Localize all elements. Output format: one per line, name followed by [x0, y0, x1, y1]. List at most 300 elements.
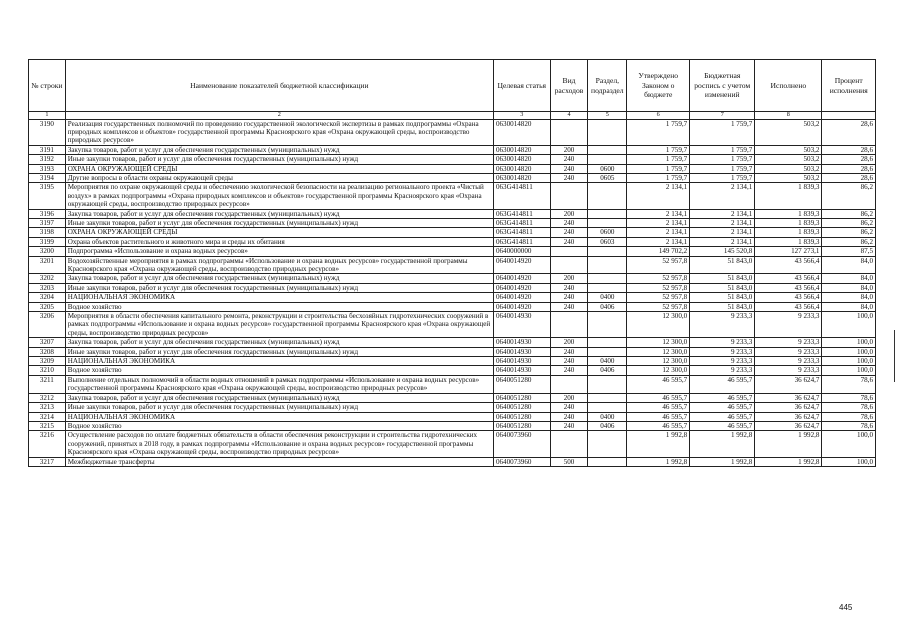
row-target-article: 0630014820 — [493, 173, 550, 182]
row-section — [588, 256, 627, 274]
row-executed: 1 839,3 — [755, 218, 822, 227]
row-percent: 86,2 — [822, 209, 876, 218]
row-approved: 46 595,7 — [627, 375, 690, 393]
row-executed: 9 233,3 — [755, 357, 822, 366]
row-name: Иные закупки товаров, работ и услуг для обеспечения государственных (муниципальных) нужд — [65, 403, 493, 412]
row-expense-type: 240 — [550, 293, 588, 302]
row-approved: 1 992,8 — [627, 457, 690, 466]
row-expense-type: 240 — [550, 218, 588, 227]
row-target-article: 063G414811 — [493, 218, 550, 227]
row-expense-type: 240 — [550, 155, 588, 164]
row-percent: 100,0 — [822, 431, 876, 457]
table-row — [29, 431, 876, 457]
row-section: 0603 — [588, 237, 627, 246]
table-row — [29, 283, 876, 292]
row-expense-type — [550, 375, 588, 393]
row-percent: 84,0 — [822, 256, 876, 274]
table-row — [29, 403, 876, 412]
row-budget-schedule: 51 843,0 — [690, 274, 755, 283]
row-name: Иные закупки товаров, работ и услуг для обеспечения государственных (муниципальных) нужд — [65, 283, 493, 292]
table-row — [29, 119, 876, 145]
row-name: Осуществление расходов по оплате бюджетных обязательств в области обеспечения реконструкции и строительства гидротехнических сооружений, принятых в 2018 году, в рамках подпрограммы «Использование и охрана водных ресурсов» государственной программы Красноярского края «Охрана окружающей среды, воспроизводство природных ресурсов» — [65, 431, 493, 457]
row-approved: 1 759,7 — [627, 145, 690, 154]
row-name: Мероприятия в области обеспечения капитального ремонта, реконструкции и строительства бесхозяйных гидротехнических сооружений в рамках подпрограммы «Использование и охрана водных ресурсов» государственной программы Красноярского края «Охрана окружающей среды, воспроизводство природных ресурсов» — [65, 312, 493, 338]
row-approved: 12 300,0 — [627, 347, 690, 356]
row-approved: 149 702,2 — [627, 247, 690, 256]
row-approved: 12 300,0 — [627, 366, 690, 375]
row-executed: 127 273,1 — [755, 247, 822, 256]
row-name: Другие вопросы в области охраны окружающей среды — [65, 173, 493, 182]
row-approved: 12 300,0 — [627, 312, 690, 338]
row-executed: 503,2 — [755, 173, 822, 182]
row-section — [588, 347, 627, 356]
header-budget-schedule: Бюджетная роспись с учетом изменений — [690, 60, 755, 112]
row-name: Водное хозяйство — [65, 366, 493, 375]
row-percent: 100,0 — [822, 457, 876, 466]
row-target-article: 0640014920 — [493, 293, 550, 302]
column-number: 2 — [65, 112, 493, 120]
row-target-article: 0640014930 — [493, 347, 550, 356]
row-executed: 43 566,4 — [755, 274, 822, 283]
row-approved: 52 957,8 — [627, 256, 690, 274]
row-section — [588, 155, 627, 164]
table-row — [29, 173, 876, 182]
row-approved: 1 992,8 — [627, 431, 690, 457]
header-name: Наименование показателей бюджетной классификации — [65, 60, 493, 112]
table-row — [29, 209, 876, 218]
row-percent: 28,6 — [822, 155, 876, 164]
row-target-article: 0630014820 — [493, 145, 550, 154]
row-section — [588, 338, 627, 347]
table-row — [29, 218, 876, 227]
row-section — [588, 119, 627, 145]
row-name: Подпрограмма «Использование и охрана водных ресурсов» — [65, 247, 493, 256]
column-number: 6 — [627, 112, 690, 120]
row-budget-schedule: 9 233,3 — [690, 347, 755, 356]
table-row — [29, 457, 876, 466]
row-percent: 78,6 — [822, 421, 876, 430]
row-target-article: 0640014920 — [493, 302, 550, 311]
header-section: Раздел, подраздел — [588, 60, 627, 112]
row-budget-schedule: 9 233,3 — [690, 357, 755, 366]
row-expense-type: 240 — [550, 283, 588, 292]
table-row — [29, 256, 876, 274]
header-approved: Утверждено Законом о бюджете — [627, 60, 690, 112]
row-percent: 28,6 — [822, 164, 876, 173]
row-name: Иные закупки товаров, работ и услуг для обеспечения государственных (муниципальных) нужд — [65, 155, 493, 164]
row-executed: 9 233,3 — [755, 312, 822, 338]
table-row — [29, 366, 876, 375]
row-expense-type — [550, 247, 588, 256]
row-approved: 46 595,7 — [627, 393, 690, 402]
row-expense-type: 240 — [550, 357, 588, 366]
page-number: 445 — [839, 603, 853, 612]
row-target-article: 063G414811 — [493, 209, 550, 218]
row-approved: 1 759,7 — [627, 173, 690, 182]
row-target-article: 0640073960 — [493, 457, 550, 466]
table-row — [29, 247, 876, 256]
row-number: 3200 — [29, 247, 66, 256]
row-target-article: 0640051280 — [493, 421, 550, 430]
row-number: 3203 — [29, 283, 66, 292]
row-target-article: 0640014920 — [493, 283, 550, 292]
row-expense-type: 240 — [550, 347, 588, 356]
column-number — [822, 112, 876, 120]
row-approved: 1 759,7 — [627, 155, 690, 164]
row-budget-schedule: 9 233,3 — [690, 338, 755, 347]
row-executed: 43 566,4 — [755, 293, 822, 302]
row-number: 3211 — [29, 375, 66, 393]
row-number: 3206 — [29, 312, 66, 338]
row-executed: 36 624,7 — [755, 412, 822, 421]
row-section — [588, 145, 627, 154]
column-number: 4 — [550, 112, 588, 120]
row-expense-type: 240 — [550, 164, 588, 173]
row-number: 3214 — [29, 412, 66, 421]
row-approved: 52 957,8 — [627, 274, 690, 283]
row-percent: 86,2 — [822, 218, 876, 227]
row-name: Реализация государственных полномочий по проведению государственной экологической экспертизы в рамках подпрограммы «Охрана природных комплексов и объектов» государственной программы Красноярского края «Охрана окружающей среды, воспроизводство природных ресурсов» — [65, 119, 493, 145]
row-budget-schedule: 1 759,7 — [690, 155, 755, 164]
column-number: 7 — [690, 112, 755, 120]
row-percent: 100,0 — [822, 347, 876, 356]
budget-table — [28, 59, 876, 467]
row-executed: 1 839,3 — [755, 237, 822, 246]
row-executed: 9 233,3 — [755, 347, 822, 356]
table-row — [29, 375, 876, 393]
row-section — [588, 183, 627, 209]
row-section — [588, 457, 627, 466]
table-row — [29, 312, 876, 338]
row-name: Выполнение отдельных полномочий в области водных отношений в рамках подпрограммы «Использование и охрана водных ресурсов» государственной программы Красноярского края «Охрана окружающей среды, воспроизводство природных ресурсов» — [65, 375, 493, 393]
row-number: 3199 — [29, 237, 66, 246]
row-target-article: 0640051280 — [493, 393, 550, 402]
row-budget-schedule: 46 595,7 — [690, 375, 755, 393]
row-number: 3191 — [29, 145, 66, 154]
row-approved: 2 134,1 — [627, 228, 690, 237]
row-percent: 100,0 — [822, 366, 876, 375]
row-number: 3198 — [29, 228, 66, 237]
row-section: 0406 — [588, 421, 627, 430]
row-number: 3195 — [29, 183, 66, 209]
row-percent: 84,0 — [822, 293, 876, 302]
row-expense-type — [550, 431, 588, 457]
header-percent: Процент исполнения — [822, 60, 876, 112]
row-number: 3216 — [29, 431, 66, 457]
row-number: 3193 — [29, 164, 66, 173]
row-budget-schedule: 1 992,8 — [690, 431, 755, 457]
row-number: 3197 — [29, 218, 66, 227]
header-target-article: Целевая статья — [493, 60, 550, 112]
column-number: 8 — [755, 112, 822, 120]
table-row — [29, 164, 876, 173]
row-expense-type: 200 — [550, 209, 588, 218]
row-target-article: 0640000000 — [493, 247, 550, 256]
row-approved: 46 595,7 — [627, 412, 690, 421]
row-number: 3207 — [29, 338, 66, 347]
row-expense-type: 240 — [550, 237, 588, 246]
header-row-number: № строки — [29, 60, 66, 112]
row-expense-type — [550, 119, 588, 145]
row-section: 0600 — [588, 164, 627, 173]
table-row — [29, 228, 876, 237]
row-number: 3204 — [29, 293, 66, 302]
row-approved: 2 134,1 — [627, 209, 690, 218]
table-row — [29, 393, 876, 402]
row-expense-type: 500 — [550, 457, 588, 466]
row-budget-schedule: 2 134,1 — [690, 218, 755, 227]
row-name: Водное хозяйство — [65, 302, 493, 311]
row-number: 3210 — [29, 366, 66, 375]
row-budget-schedule: 1 759,7 — [690, 164, 755, 173]
row-percent: 84,0 — [822, 274, 876, 283]
row-target-article: 0640051280 — [493, 403, 550, 412]
table-row — [29, 357, 876, 366]
row-executed: 1 839,3 — [755, 209, 822, 218]
row-number: 3190 — [29, 119, 66, 145]
header-expense-type: Вид расходов — [550, 60, 588, 112]
row-expense-type — [550, 256, 588, 274]
row-section: 0406 — [588, 302, 627, 311]
row-section — [588, 393, 627, 402]
row-number: 3194 — [29, 173, 66, 182]
row-target-article: 063G414811 — [493, 228, 550, 237]
row-approved: 12 300,0 — [627, 357, 690, 366]
table-row — [29, 412, 876, 421]
row-approved: 1 759,7 — [627, 164, 690, 173]
row-percent: 28,6 — [822, 119, 876, 145]
row-percent: 86,2 — [822, 228, 876, 237]
row-executed: 43 566,4 — [755, 302, 822, 311]
row-expense-type: 240 — [550, 366, 588, 375]
row-name: Мероприятия по охране окружающей среды и обеспечению экологической безопасности на реализацию регионального проекта «Чистый воздух» в рамках подпрограммы «Охрана природных комплексов и объектов» государственной программы Красноярского края «Охрана окружающей среды, воспроизводство природных ресурсов» — [65, 183, 493, 209]
row-target-article: 0640051280 — [493, 412, 550, 421]
row-section — [588, 274, 627, 283]
row-budget-schedule: 1 759,7 — [690, 145, 755, 154]
row-target-article: 0640014920 — [493, 256, 550, 274]
row-section — [588, 403, 627, 412]
row-percent: 28,6 — [822, 145, 876, 154]
row-target-article: 0640014930 — [493, 312, 550, 338]
row-budget-schedule: 51 843,0 — [690, 293, 755, 302]
row-executed: 503,2 — [755, 155, 822, 164]
row-budget-schedule: 46 595,7 — [690, 393, 755, 402]
row-percent: 84,0 — [822, 283, 876, 292]
page-edge-mark — [894, 330, 895, 382]
row-percent: 84,0 — [822, 302, 876, 311]
row-target-article: 0630014820 — [493, 164, 550, 173]
row-approved: 12 300,0 — [627, 338, 690, 347]
row-expense-type: 200 — [550, 145, 588, 154]
row-number: 3212 — [29, 393, 66, 402]
row-section: 0406 — [588, 366, 627, 375]
row-target-article: 063G414811 — [493, 237, 550, 246]
row-percent: 86,2 — [822, 237, 876, 246]
row-expense-type: 240 — [550, 412, 588, 421]
row-budget-schedule: 51 843,0 — [690, 302, 755, 311]
row-executed: 1 992,8 — [755, 457, 822, 466]
table-row — [29, 347, 876, 356]
row-budget-schedule: 2 134,1 — [690, 237, 755, 246]
row-number: 3217 — [29, 457, 66, 466]
row-budget-schedule: 9 233,3 — [690, 312, 755, 338]
row-approved: 52 957,8 — [627, 283, 690, 292]
row-section: 0400 — [588, 357, 627, 366]
column-number: 1 — [29, 112, 66, 120]
row-name: НАЦИОНАЛЬНАЯ ЭКОНОМИКА — [65, 357, 493, 366]
row-executed: 43 566,4 — [755, 283, 822, 292]
row-budget-schedule: 145 520,8 — [690, 247, 755, 256]
row-expense-type: 240 — [550, 403, 588, 412]
row-approved: 52 957,8 — [627, 293, 690, 302]
row-budget-schedule: 46 595,7 — [690, 421, 755, 430]
row-name: Закупка товаров, работ и услуг для обеспечения государственных (муниципальных) нужд — [65, 145, 493, 154]
row-budget-schedule: 1 992,8 — [690, 457, 755, 466]
row-expense-type: 200 — [550, 393, 588, 402]
row-expense-type — [550, 183, 588, 209]
row-executed: 1 839,3 — [755, 228, 822, 237]
table-row — [29, 421, 876, 430]
row-number: 3205 — [29, 302, 66, 311]
table-row — [29, 145, 876, 154]
row-section: 0400 — [588, 412, 627, 421]
row-name: ОХРАНА ОКРУЖАЮЩЕЙ СРЕДЫ — [65, 228, 493, 237]
budget-report-sheet — [28, 59, 876, 467]
column-number: 3 — [493, 112, 550, 120]
row-target-article: 0640014930 — [493, 366, 550, 375]
row-approved: 46 595,7 — [627, 421, 690, 430]
row-executed: 36 624,7 — [755, 421, 822, 430]
row-section — [588, 431, 627, 457]
row-number: 3201 — [29, 256, 66, 274]
row-name: Закупка товаров, работ и услуг для обеспечения государственных (муниципальных) нужд — [65, 338, 493, 347]
row-number: 3192 — [29, 155, 66, 164]
row-approved: 2 134,1 — [627, 183, 690, 209]
row-number: 3215 — [29, 421, 66, 430]
column-number: 5 — [588, 112, 627, 120]
row-approved: 46 595,7 — [627, 403, 690, 412]
row-executed: 503,2 — [755, 145, 822, 154]
row-section — [588, 209, 627, 218]
row-executed: 9 233,3 — [755, 338, 822, 347]
row-name: НАЦИОНАЛЬНАЯ ЭКОНОМИКА — [65, 293, 493, 302]
row-executed: 1 992,8 — [755, 431, 822, 457]
row-section — [588, 218, 627, 227]
row-name: Межбюджетные трансферты — [65, 457, 493, 466]
row-percent: 100,0 — [822, 357, 876, 366]
row-name: Водное хозяйство — [65, 421, 493, 430]
row-executed: 36 624,7 — [755, 375, 822, 393]
row-name: Закупка товаров, работ и услуг для обеспечения государственных (муниципальных) нужд — [65, 209, 493, 218]
row-budget-schedule: 2 134,1 — [690, 228, 755, 237]
row-expense-type: 240 — [550, 228, 588, 237]
row-section: 0600 — [588, 228, 627, 237]
row-expense-type: 200 — [550, 274, 588, 283]
row-target-article: 0640014920 — [493, 274, 550, 283]
row-target-article: 0640051280 — [493, 375, 550, 393]
row-expense-type: 240 — [550, 421, 588, 430]
row-executed: 36 624,7 — [755, 403, 822, 412]
row-executed: 1 839,3 — [755, 183, 822, 209]
row-number: 3213 — [29, 403, 66, 412]
table-row — [29, 274, 876, 283]
row-target-article: 0640073960 — [493, 431, 550, 457]
row-percent: 87,5 — [822, 247, 876, 256]
row-name: Охрана объектов растительного и животного мира и среды их обитания — [65, 237, 493, 246]
row-budget-schedule: 2 134,1 — [690, 183, 755, 209]
table-row — [29, 155, 876, 164]
row-budget-schedule: 46 595,7 — [690, 403, 755, 412]
row-percent: 78,6 — [822, 375, 876, 393]
table-row — [29, 302, 876, 311]
row-name: Водохозяйственные мероприятия в рамках подпрограммы «Использование и охрана водных ресурсов» государственной программы Красноярского края «Охрана окружающей среды, воспроизводство природных ресурсов» — [65, 256, 493, 274]
row-expense-type — [550, 312, 588, 338]
row-executed: 503,2 — [755, 119, 822, 145]
row-target-article: 0640014930 — [493, 338, 550, 347]
row-budget-schedule: 46 595,7 — [690, 412, 755, 421]
row-percent: 100,0 — [822, 338, 876, 347]
header-executed: Исполнено — [755, 60, 822, 112]
row-approved: 1 759,7 — [627, 119, 690, 145]
row-percent: 86,2 — [822, 183, 876, 209]
row-percent: 78,6 — [822, 412, 876, 421]
row-name: Закупка товаров, работ и услуг для обеспечения государственных (муниципальных) нужд — [65, 393, 493, 402]
row-budget-schedule: 1 759,7 — [690, 119, 755, 145]
table-row — [29, 338, 876, 347]
row-number: 3202 — [29, 274, 66, 283]
row-percent: 100,0 — [822, 312, 876, 338]
row-section — [588, 375, 627, 393]
table-row — [29, 237, 876, 246]
row-budget-schedule: 1 759,7 — [690, 173, 755, 182]
row-expense-type: 200 — [550, 338, 588, 347]
row-budget-schedule: 9 233,3 — [690, 366, 755, 375]
row-budget-schedule: 51 843,0 — [690, 283, 755, 292]
row-name: ОХРАНА ОКРУЖАЮЩЕЙ СРЕДЫ — [65, 164, 493, 173]
row-section — [588, 283, 627, 292]
row-name: НАЦИОНАЛЬНАЯ ЭКОНОМИКА — [65, 412, 493, 421]
row-executed: 43 566,4 — [755, 256, 822, 274]
row-approved: 2 134,1 — [627, 237, 690, 246]
row-expense-type: 240 — [550, 173, 588, 182]
row-section: 0400 — [588, 293, 627, 302]
row-approved: 52 957,8 — [627, 302, 690, 311]
row-section — [588, 247, 627, 256]
row-executed: 503,2 — [755, 164, 822, 173]
row-name: Закупка товаров, работ и услуг для обеспечения государственных (муниципальных) нужд — [65, 274, 493, 283]
row-section — [588, 312, 627, 338]
row-number: 3196 — [29, 209, 66, 218]
row-target-article: 0630014820 — [493, 155, 550, 164]
row-executed: 9 233,3 — [755, 366, 822, 375]
table-body — [29, 119, 876, 466]
row-target-article: 063G414811 — [493, 183, 550, 209]
row-budget-schedule: 2 134,1 — [690, 209, 755, 218]
row-executed: 36 624,7 — [755, 393, 822, 402]
row-number: 3208 — [29, 347, 66, 356]
row-target-article: 0640014930 — [493, 357, 550, 366]
row-percent: 78,6 — [822, 403, 876, 412]
row-name: Иные закупки товаров, работ и услуг для обеспечения государственных (муниципальных) нужд — [65, 347, 493, 356]
row-approved: 2 134,1 — [627, 218, 690, 227]
row-number: 3209 — [29, 357, 66, 366]
row-percent: 28,6 — [822, 173, 876, 182]
row-name: Иные закупки товаров, работ и услуг для обеспечения государственных (муниципальных) нужд — [65, 218, 493, 227]
row-section: 0605 — [588, 173, 627, 182]
table-row — [29, 293, 876, 302]
row-target-article: 0630014820 — [493, 119, 550, 145]
row-percent: 78,6 — [822, 393, 876, 402]
